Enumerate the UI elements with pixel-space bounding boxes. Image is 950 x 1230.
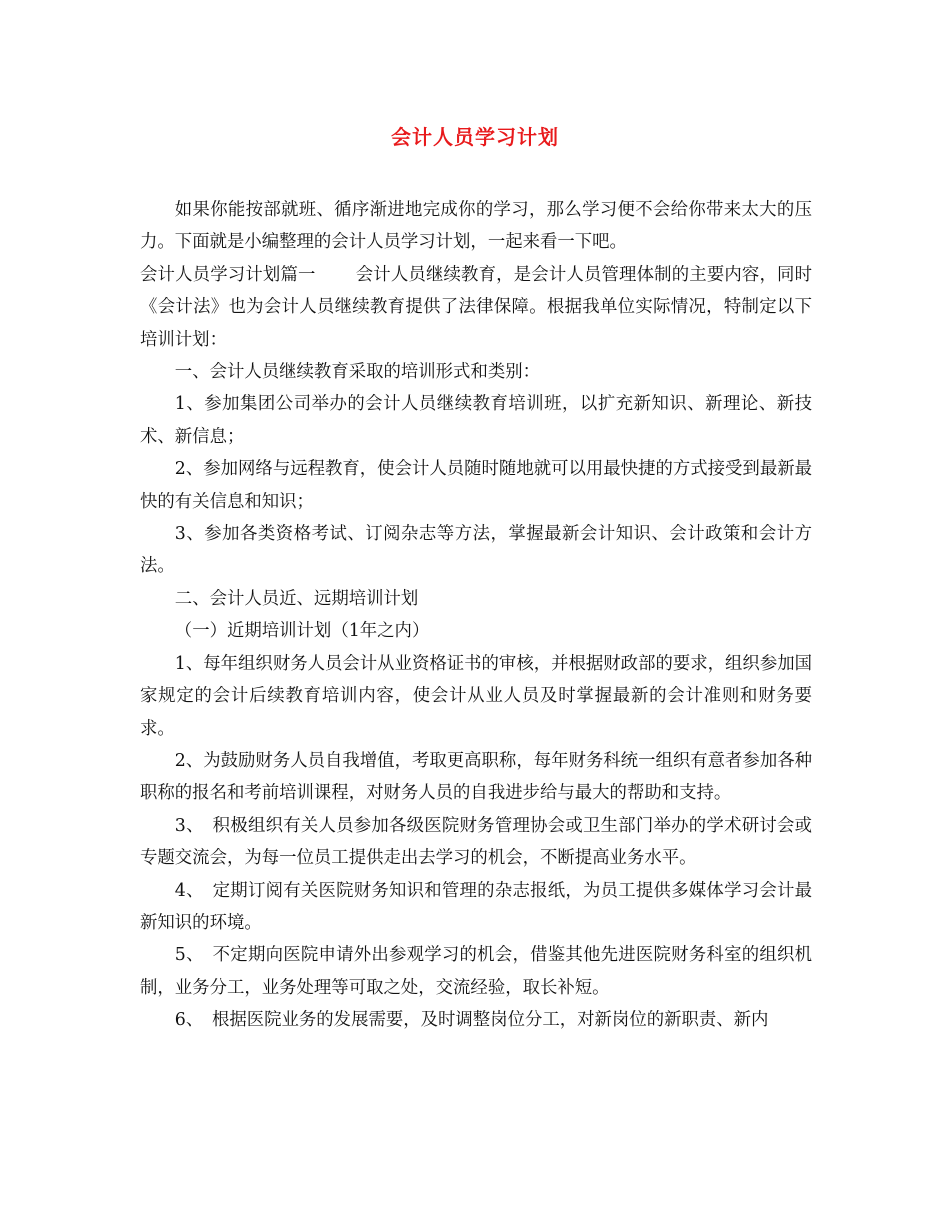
body-paragraph: 5、 不定期向医院申请外出参观学习的机会，借鉴其他先进医院财务科室的组织机制，业务分工，业务处理等可取之处，交流经验，取长补短。	[140, 945, 812, 998]
document-title: 会计人员学习计划	[391, 125, 559, 149]
document-body	[140, 194, 812, 1037]
body-paragraph: 6、 根据医院业务的发展需要，及时调整岗位分工，对新岗位的新职责、新内	[174, 1010, 769, 1031]
section-heading: 会计人员学习计划篇一	[140, 264, 316, 285]
body-paragraph: 1、参加集团公司举办的会计人员继续教育培训班，以扩充新知识、新理论、新技术、新信息；	[140, 394, 812, 447]
section-paragraph	[140, 259, 812, 356]
body-paragraph: 3、参加各类资格考试、订阅杂志等方法，掌握最新会计知识、会计政策和会计方法。	[140, 524, 812, 577]
body-paragraph: 3、 积极组织有关人员参加各级医院财务管理协会或卫生部门举办的学术研讨会或专题交流会，为每一位员工提供走出去学习的机会，不断提高业务水平。	[140, 815, 812, 869]
body-paragraph: 二、会计人员近、远期培训计划	[174, 588, 419, 609]
body-paragraph: 2、为鼓励财务人员自我增值，考取更高职称，每年财务科统一组织有意者参加各种职称的报名和考前培训课程，对财务人员的自我进步给与最大的帮助和支持。	[140, 750, 812, 804]
section-lead: 会计人员继续教育，是会计人员管理体制的主要内容，同时《会计法》也为会计人员继续教育提供了法律保障。根据我单位实际情况，特制定以下培训计划：	[140, 264, 812, 350]
intro-paragraph: 如果你能按部就班、循序渐进地完成你的学习，那么学习便不会给你带来太大的压力。下面就是小编整理的会计人员学习计划，一起来看一下吧。	[140, 200, 812, 253]
body-paragraph: 4、 定期订阅有关医院财务知识和管理的杂志报纸，为员工提供多媒体学习会计最新知识的环境。	[140, 880, 812, 933]
body-paragraph: 一、会计人员继续教育采取的培训形式和类别：	[174, 362, 541, 383]
body-paragraph: 2、参加网络与远程教育，使会计人员随时随地就可以用最快捷的方式接受到最新最快的有关信息和知识；	[140, 459, 812, 512]
body-paragraph: （一）近期培训计划（1年之内）	[174, 621, 430, 642]
body-paragraph: 1、每年组织财务人员会计从业资格证书的审核，并根据财政部的要求，组织参加国家规定的会计后续教育培训内容，使会计从业人员及时掌握最新的会计准则和财务要求。	[140, 653, 812, 739]
